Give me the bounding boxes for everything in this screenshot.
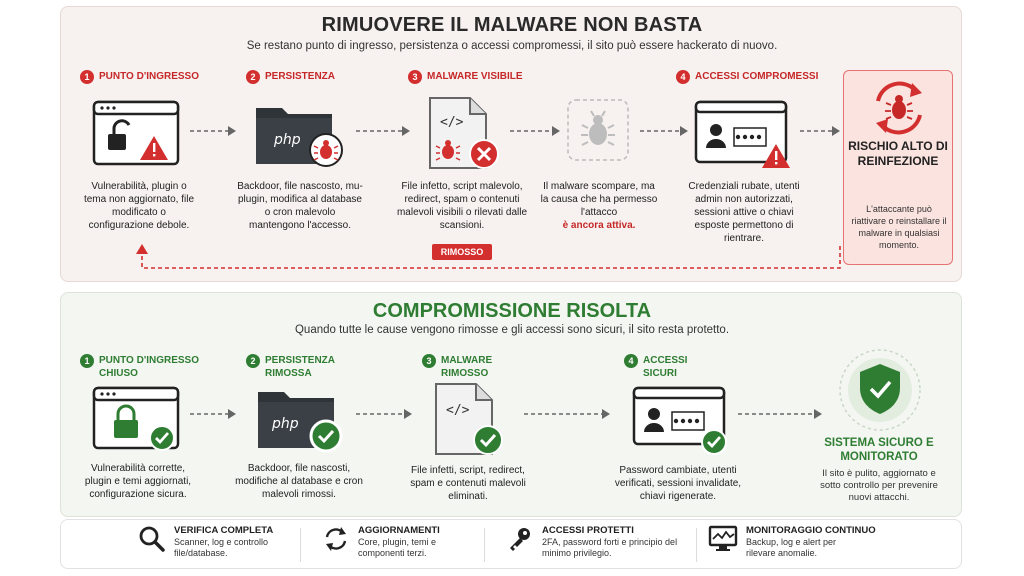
shield-check-icon [832, 348, 928, 432]
top-step-2-header [246, 70, 335, 84]
key-icon [506, 525, 534, 553]
step-title: MALWARE RIMOSSO [441, 355, 493, 379]
bottom-step-4-header [624, 354, 704, 380]
flow-arrow [510, 125, 560, 137]
bottom-step-2-desc: Backdoor, file nascosti, modifiche al database e cron malevoli rimossi. [235, 463, 363, 500]
top-step-3-header [408, 70, 523, 84]
top-step-1-header [80, 70, 199, 84]
secure-credentials-icon [632, 386, 732, 456]
bottom-title: COMPROMISSIONE RISOLTA [372, 300, 652, 322]
step-title: PERSISTENZA RIMOSSA [265, 355, 335, 379]
footer-desc: Scanner, log e controllo file/database. [174, 537, 269, 558]
step-title: PUNTO D'INGRESSO CHIUSO [99, 355, 199, 379]
bottom-step-3-desc: File infetti, script, redirect, spam e contenuti malevoli eliminati. [410, 465, 526, 502]
safe-system-title: SISTEMA SICURO E MONITORATO [824, 437, 934, 463]
monitor-icon [708, 525, 738, 553]
step-number: 3 [422, 354, 436, 368]
step-title: PERSISTENZA [265, 71, 336, 82]
magnifier-icon [138, 525, 166, 553]
step-title: MALWARE VISIBILE [427, 71, 523, 82]
bottom-step-2-header [246, 354, 346, 380]
refresh-icon [322, 525, 350, 553]
top-step-4-header [676, 70, 818, 84]
footer-desc: Backup, log e alert per rilevare anomalie. [746, 537, 837, 558]
footer-divider [484, 528, 485, 562]
hidden-cause-text: Il malware scompare, ma la causa che ha permesso l'attacco [540, 181, 658, 218]
step-number: 4 [676, 70, 690, 84]
step-number: 1 [80, 354, 94, 368]
flow-arrow [190, 408, 236, 420]
step-number: 1 [80, 70, 94, 84]
php-label: php [272, 416, 299, 432]
footer-title: AGGIORNAMENTI [358, 525, 440, 536]
svg-text:</>: </> [440, 115, 464, 130]
bottom-step-3-header [422, 354, 502, 380]
hidden-bug-icon [566, 98, 630, 162]
compromised-credentials-icon [694, 100, 794, 170]
footer-item-verifica [138, 525, 298, 565]
flow-arrow [640, 125, 688, 137]
flow-arrow [190, 125, 236, 137]
bottom-step-4-desc: Password cambiate, utenti verificati, sessioni invalidate, chiavi rigenerate. [614, 465, 742, 502]
flow-arrow [738, 408, 822, 420]
top-step-1-desc: Vulnerabilità, plugin o tema non aggiornato, file modificato o configurazione debole. [83, 181, 195, 231]
removed-badge: RIMOSSO [432, 244, 492, 260]
hidden-cause-highlight: è ancora attiva. [562, 220, 636, 231]
bottom-step-1-header [80, 354, 210, 380]
reinfection-risk-box [843, 70, 953, 265]
flow-arrow [524, 408, 610, 420]
reinfection-cycle-icon [868, 79, 930, 137]
clean-file-icon [430, 380, 510, 460]
footer-title: MONITORAGGIO CONTINUO [746, 525, 876, 536]
footer-item-aggiornamenti [322, 525, 482, 565]
footer-divider [300, 528, 301, 562]
svg-text:</>: </> [446, 403, 470, 418]
flow-arrow [800, 125, 840, 137]
flow-arrow [356, 125, 410, 137]
top-step-2-desc: Backdoor, file nascosto, mu-plugin, modifica al database o cron malevolo mantengono l'accesso. [237, 181, 363, 231]
footer-desc: Core, plugin, temi e componenti terzi. [358, 537, 437, 558]
step-title: ACCESSI SICURI [643, 355, 688, 379]
risk-desc: L'attaccante può riattivare o reinstallare il malware in qualsiasi momento. [851, 204, 947, 250]
footer-divider [696, 528, 697, 562]
php-folder-bug-icon [252, 98, 344, 170]
footer-item-accessi [506, 525, 696, 565]
php-label: php [274, 132, 301, 148]
bottom-subtitle: Quando tutte le cause vengono rimosse e gli accessi sono sicuri, il sito resta protetto. [294, 324, 730, 336]
secure-browser-icon [92, 386, 182, 454]
footer-desc: 2FA, password forti e principio del minimo privilegio. [542, 537, 678, 558]
step-number: 2 [246, 354, 260, 368]
top-step-4-desc: Credenziali rubate, utenti admin non autorizzati, sessioni attive o chiavi esposte permettono di rientrare. [688, 181, 800, 244]
bottom-step-1-desc: Vulnerabilità corrette, plugin e temi aggiornati, configurazione sicura. [84, 463, 192, 500]
flow-arrow [356, 408, 412, 420]
php-folder-clean-icon [254, 382, 346, 456]
step-number: 2 [246, 70, 260, 84]
top-title: RIMUOVERE IL MALWARE NON BASTA [321, 14, 703, 36]
footer-title: VERIFICA COMPLETA [174, 525, 274, 536]
infected-file-icon [424, 94, 504, 174]
risk-title: RISCHIO ALTO DI REINFEZIONE [848, 139, 948, 168]
top-subtitle: Se restano punto di ingresso, persistenza o accessi compromessi, il sito può essere hackerato di nuovo. [246, 40, 778, 52]
top-step-3-desc: File infetto, script malevolo, redirect, spam o contenuti malevoli visibili o rilevati dalle scansioni. [396, 181, 528, 231]
step-number: 3 [408, 70, 422, 84]
step-title: ACCESSI COMPROMESSI [695, 71, 819, 82]
step-number: 4 [624, 354, 638, 368]
footer-title: ACCESSI PROTETTI [542, 525, 634, 536]
top-hidden-cause-desc [540, 180, 658, 232]
footer-item-monitoraggio [708, 525, 908, 565]
vulnerable-browser-icon [92, 100, 182, 168]
step-title: PUNTO D'INGRESSO [99, 71, 199, 82]
safe-system-desc: Il sito è pulito, aggiornato e sotto controllo per prevenire nuovi attacchi. [820, 468, 938, 503]
